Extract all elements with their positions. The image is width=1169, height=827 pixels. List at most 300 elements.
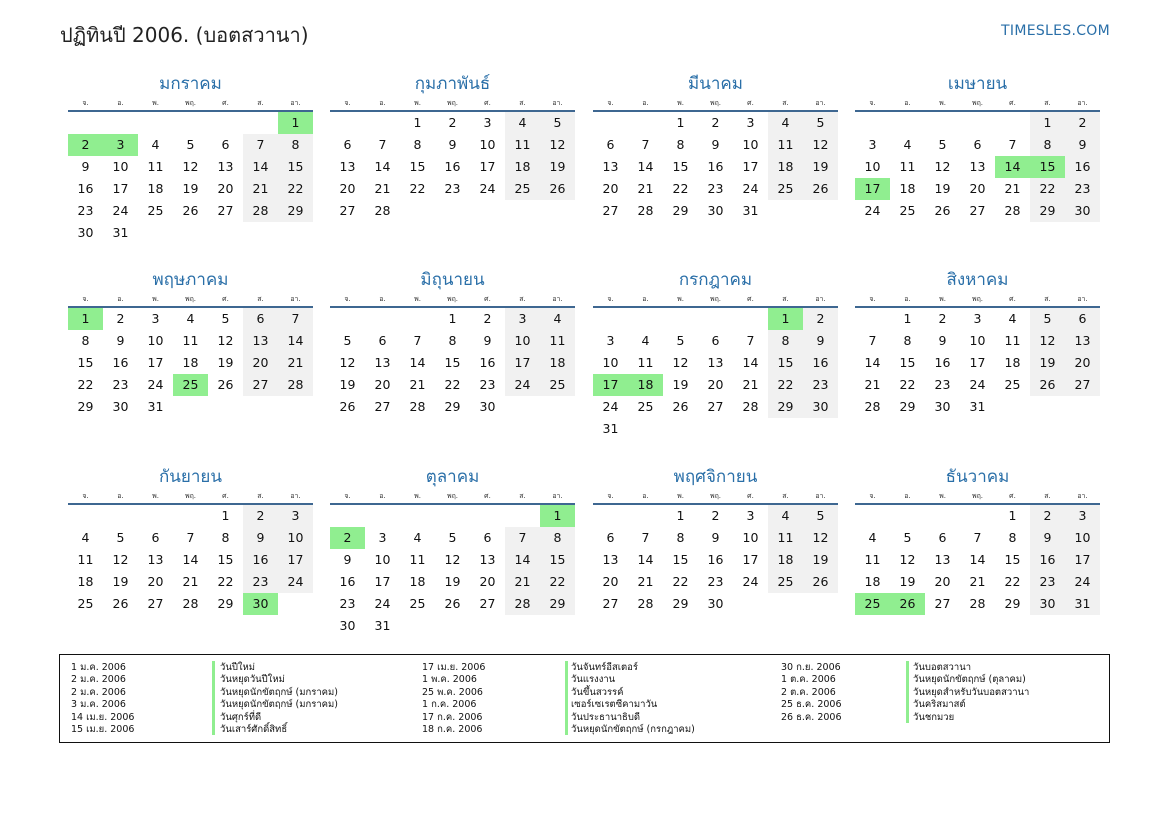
day-cell[interactable]: 1 (676, 508, 685, 523)
day-cell[interactable]: 19 (444, 574, 461, 589)
day-cell[interactable]: 17 (1065, 549, 1100, 571)
day-cell[interactable]: 22 (899, 377, 916, 392)
day-cell[interactable]: 31 (1065, 593, 1100, 615)
day-cell[interactable]: 23 (803, 374, 838, 396)
day-cell[interactable]: 4 (868, 530, 877, 545)
day-cell[interactable]: 2 (803, 308, 838, 330)
day-cell[interactable]: 21 (278, 352, 313, 374)
day-cell[interactable]: 18 (768, 156, 803, 178)
day-cell[interactable]: 12 (899, 552, 916, 567)
day-cell[interactable]: 1 (676, 115, 685, 130)
day-cell[interactable]: 6 (343, 137, 352, 152)
day-cell[interactable]: 6 (221, 137, 230, 152)
day-cell[interactable]: 27 (147, 596, 164, 611)
day-cell[interactable]: 17 (278, 549, 313, 571)
day-cell[interactable]: 4 (81, 530, 90, 545)
day-cell[interactable]: 12 (339, 355, 356, 370)
day-cell[interactable]: 23 (479, 377, 496, 392)
day-cell[interactable]: 3 (746, 115, 755, 130)
day-cell[interactable]: 15 (768, 352, 803, 374)
day-cell[interactable]: 11 (540, 330, 575, 352)
day-cell[interactable]: 6 (1065, 308, 1100, 330)
day-cell[interactable]: 29 (540, 593, 575, 615)
day-cell[interactable]: 16 (112, 355, 129, 370)
day-cell[interactable]: 7 (378, 137, 387, 152)
day-cell[interactable]: 23 (444, 181, 461, 196)
day-cell[interactable]: 26 (934, 203, 951, 218)
day-cell[interactable]: 24 (1065, 571, 1100, 593)
day-cell[interactable]: 28 (742, 399, 759, 414)
day-cell[interactable]: 14 (182, 552, 199, 567)
day-cell[interactable]: 11 (147, 159, 164, 174)
day-cell[interactable]: 29 (444, 399, 461, 414)
day-cell[interactable]: 24 (505, 374, 540, 396)
day-cell[interactable]: 6 (938, 530, 947, 545)
day-cell[interactable]: 30 (707, 203, 724, 218)
day-cell[interactable]: 11 (864, 552, 881, 567)
day-cell[interactable]: 21 (1004, 181, 1021, 196)
day-cell[interactable]: 3 (278, 505, 313, 527)
day-cell[interactable]: 23 (1030, 571, 1065, 593)
day-cell[interactable]: 27 (707, 399, 724, 414)
day-cell[interactable]: 25 (768, 178, 803, 200)
day-cell[interactable]: 16 (707, 552, 724, 567)
day-cell[interactable]: 18 (77, 574, 94, 589)
day-cell[interactable]: 9 (448, 137, 457, 152)
day-cell[interactable]: 24 (742, 574, 759, 589)
day-cell[interactable]: 25 (77, 596, 94, 611)
day-cell[interactable]: 23 (112, 377, 129, 392)
day-cell[interactable]: 28 (182, 596, 199, 611)
day-cell[interactable]: 13 (217, 159, 234, 174)
day-cell[interactable]: 12 (182, 159, 199, 174)
day-cell[interactable]: 20 (602, 574, 619, 589)
day-cell[interactable]: 21 (637, 181, 654, 196)
day-cell[interactable]: 24 (602, 399, 619, 414)
day-cell[interactable]: 20 (1065, 352, 1100, 374)
day-cell[interactable]: 3 (103, 134, 138, 156)
day-cell[interactable]: 27 (217, 203, 234, 218)
day-cell[interactable]: 18 (540, 352, 575, 374)
day-cell[interactable]: 2 (448, 115, 457, 130)
day-cell[interactable]: 24 (112, 203, 129, 218)
day-cell[interactable]: 2 (711, 508, 720, 523)
day-cell[interactable]: 17 (742, 552, 759, 567)
day-cell[interactable]: 4 (903, 137, 912, 152)
day-cell[interactable]: 8 (676, 530, 685, 545)
day-cell[interactable]: 24 (374, 596, 391, 611)
day-cell[interactable]: 19 (899, 574, 916, 589)
day-cell[interactable]: 17 (742, 159, 759, 174)
day-cell[interactable]: 26 (672, 399, 689, 414)
day-cell[interactable]: 10 (147, 333, 164, 348)
day-cell[interactable]: 17 (505, 352, 540, 374)
day-cell[interactable]: 30 (112, 399, 129, 414)
day-cell[interactable]: 15 (217, 552, 234, 567)
day-cell[interactable]: 12 (1030, 330, 1065, 352)
day-cell[interactable]: 6 (973, 137, 982, 152)
day-cell[interactable]: 5 (1030, 308, 1065, 330)
day-cell[interactable]: 22 (444, 377, 461, 392)
day-cell[interactable]: 7 (973, 530, 982, 545)
day-cell[interactable]: 1 (903, 311, 912, 326)
day-cell[interactable]: 10 (969, 333, 986, 348)
day-cell[interactable]: 15 (278, 156, 313, 178)
day-cell[interactable]: 2 (68, 134, 103, 156)
brand-link[interactable]: TIMESLES.COM (1001, 23, 1110, 39)
day-cell[interactable]: 8 (413, 137, 422, 152)
day-cell[interactable]: 28 (409, 399, 426, 414)
day-cell[interactable]: 9 (483, 333, 492, 348)
day-cell[interactable]: 29 (1004, 596, 1021, 611)
day-cell[interactable]: 26 (1030, 374, 1065, 396)
day-cell[interactable]: 25 (1004, 377, 1021, 392)
day-cell[interactable]: 27 (339, 203, 356, 218)
day-cell[interactable]: 8 (448, 333, 457, 348)
day-cell[interactable]: 14 (243, 156, 278, 178)
day-cell[interactable]: 24 (864, 203, 881, 218)
day-cell[interactable]: 1 (768, 308, 803, 330)
day-cell[interactable]: 21 (182, 574, 199, 589)
day-cell[interactable]: 27 (1065, 374, 1100, 396)
day-cell[interactable]: 29 (278, 200, 313, 222)
day-cell[interactable]: 6 (483, 530, 492, 545)
day-cell[interactable]: 13 (339, 159, 356, 174)
day-cell[interactable]: 13 (243, 330, 278, 352)
day-cell[interactable]: 2 (1030, 505, 1065, 527)
day-cell[interactable]: 4 (641, 333, 650, 348)
day-cell[interactable]: 5 (903, 530, 912, 545)
day-cell[interactable]: 7 (505, 527, 540, 549)
day-cell[interactable]: 6 (378, 333, 387, 348)
day-cell[interactable]: 7 (413, 333, 422, 348)
day-cell[interactable]: 24 (742, 181, 759, 196)
day-cell[interactable]: 15 (672, 159, 689, 174)
day-cell[interactable]: 28 (864, 399, 881, 414)
day-cell[interactable]: 28 (374, 203, 391, 218)
day-cell[interactable]: 2 (938, 311, 947, 326)
day-cell[interactable]: 30 (1030, 593, 1065, 615)
day-cell[interactable]: 8 (221, 530, 230, 545)
day-cell[interactable]: 25 (540, 374, 575, 396)
day-cell[interactable]: 18 (182, 355, 199, 370)
day-cell[interactable]: 21 (409, 377, 426, 392)
day-cell[interactable]: 1 (221, 508, 230, 523)
day-cell[interactable]: 21 (864, 377, 881, 392)
day-cell[interactable]: 13 (969, 159, 986, 174)
day-cell[interactable]: 9 (81, 159, 90, 174)
day-cell[interactable]: 8 (278, 134, 313, 156)
day-cell[interactable]: 3 (505, 308, 540, 330)
day-cell[interactable]: 25 (855, 593, 890, 615)
day-cell[interactable]: 1 (540, 505, 575, 527)
day-cell[interactable]: 13 (479, 552, 496, 567)
day-cell[interactable]: 23 (339, 596, 356, 611)
day-cell[interactable]: 3 (868, 137, 877, 152)
day-cell[interactable]: 16 (479, 355, 496, 370)
day-cell[interactable]: 3 (378, 530, 387, 545)
day-cell[interactable]: 14 (637, 552, 654, 567)
day-cell[interactable]: 20 (934, 574, 951, 589)
day-cell[interactable]: 22 (1030, 178, 1065, 200)
day-cell[interactable]: 28 (1004, 203, 1021, 218)
day-cell[interactable]: 25 (409, 596, 426, 611)
day-cell[interactable]: 20 (969, 181, 986, 196)
day-cell[interactable]: 18 (864, 574, 881, 589)
day-cell[interactable]: 26 (339, 399, 356, 414)
day-cell[interactable]: 26 (803, 178, 838, 200)
day-cell[interactable]: 27 (602, 203, 619, 218)
day-cell[interactable]: 2 (243, 505, 278, 527)
day-cell[interactable]: 6 (243, 308, 278, 330)
day-cell[interactable]: 12 (217, 333, 234, 348)
day-cell[interactable]: 14 (278, 330, 313, 352)
day-cell[interactable]: 5 (448, 530, 457, 545)
day-cell[interactable]: 3 (746, 508, 755, 523)
day-cell[interactable]: 12 (112, 552, 129, 567)
day-cell[interactable]: 20 (374, 377, 391, 392)
day-cell[interactable]: 31 (742, 203, 759, 218)
day-cell[interactable]: 11 (182, 333, 199, 348)
day-cell[interactable]: 19 (934, 181, 951, 196)
day-cell[interactable]: 2 (330, 527, 365, 549)
day-cell[interactable]: 20 (602, 181, 619, 196)
day-cell[interactable]: 2 (483, 311, 492, 326)
day-cell[interactable]: 26 (890, 593, 925, 615)
day-cell[interactable]: 31 (374, 618, 391, 633)
day-cell[interactable]: 7 (746, 333, 755, 348)
day-cell[interactable]: 31 (112, 225, 129, 240)
day-cell[interactable]: 3 (483, 115, 492, 130)
day-cell[interactable]: 28 (637, 596, 654, 611)
day-cell[interactable]: 10 (112, 159, 129, 174)
day-cell[interactable]: 2 (116, 311, 125, 326)
day-cell[interactable]: 23 (934, 377, 951, 392)
day-cell[interactable]: 31 (147, 399, 164, 414)
day-cell[interactable]: 13 (374, 355, 391, 370)
day-cell[interactable]: 14 (505, 549, 540, 571)
day-cell[interactable]: 18 (899, 181, 916, 196)
day-cell[interactable]: 25 (147, 203, 164, 218)
day-cell[interactable]: 10 (278, 527, 313, 549)
day-cell[interactable]: 14 (374, 159, 391, 174)
day-cell[interactable]: 6 (606, 137, 615, 152)
day-cell[interactable]: 27 (374, 399, 391, 414)
day-cell[interactable]: 16 (243, 549, 278, 571)
day-cell[interactable]: 28 (505, 593, 540, 615)
day-cell[interactable]: 3 (973, 311, 982, 326)
day-cell[interactable]: 19 (672, 377, 689, 392)
day-cell[interactable]: 23 (243, 571, 278, 593)
day-cell[interactable]: 18 (628, 374, 663, 396)
day-cell[interactable]: 15 (1004, 552, 1021, 567)
day-cell[interactable]: 26 (444, 596, 461, 611)
day-cell[interactable]: 21 (637, 574, 654, 589)
day-cell[interactable]: 17 (969, 355, 986, 370)
day-cell[interactable]: 7 (1008, 137, 1017, 152)
day-cell[interactable]: 21 (374, 181, 391, 196)
day-cell[interactable]: 5 (116, 530, 125, 545)
day-cell[interactable]: 12 (934, 159, 951, 174)
day-cell[interactable]: 14 (742, 355, 759, 370)
day-cell[interactable]: 10 (1065, 527, 1100, 549)
day-cell[interactable]: 1 (278, 112, 313, 134)
day-cell[interactable]: 16 (444, 159, 461, 174)
day-cell[interactable]: 14 (995, 156, 1030, 178)
day-cell[interactable]: 19 (182, 181, 199, 196)
day-cell[interactable]: 28 (243, 200, 278, 222)
day-cell[interactable]: 26 (540, 178, 575, 200)
day-cell[interactable]: 9 (803, 330, 838, 352)
day-cell[interactable]: 7 (278, 308, 313, 330)
day-cell[interactable]: 11 (637, 355, 654, 370)
day-cell[interactable]: 7 (868, 333, 877, 348)
day-cell[interactable]: 8 (81, 333, 90, 348)
day-cell[interactable]: 13 (602, 159, 619, 174)
day-cell[interactable]: 5 (540, 112, 575, 134)
day-cell[interactable]: 1 (413, 115, 422, 130)
day-cell[interactable]: 27 (243, 374, 278, 396)
day-cell[interactable]: 18 (505, 156, 540, 178)
day-cell[interactable]: 11 (505, 134, 540, 156)
day-cell[interactable]: 30 (77, 225, 94, 240)
day-cell[interactable]: 5 (676, 333, 685, 348)
day-cell[interactable]: 25 (505, 178, 540, 200)
day-cell[interactable]: 4 (413, 530, 422, 545)
day-cell[interactable]: 1 (1030, 112, 1065, 134)
day-cell[interactable]: 16 (707, 159, 724, 174)
day-cell[interactable]: 2 (711, 115, 720, 130)
day-cell[interactable]: 27 (969, 203, 986, 218)
day-cell[interactable]: 10 (742, 137, 759, 152)
day-cell[interactable]: 26 (112, 596, 129, 611)
day-cell[interactable]: 30 (803, 396, 838, 418)
day-cell[interactable]: 15 (672, 552, 689, 567)
day-cell[interactable]: 4 (1008, 311, 1017, 326)
day-cell[interactable]: 26 (182, 203, 199, 218)
day-cell[interactable]: 4 (768, 112, 803, 134)
day-cell[interactable]: 16 (1065, 156, 1100, 178)
day-cell[interactable]: 19 (339, 377, 356, 392)
day-cell[interactable]: 4 (505, 112, 540, 134)
day-cell[interactable]: 22 (540, 571, 575, 593)
day-cell[interactable]: 16 (803, 352, 838, 374)
day-cell[interactable]: 27 (479, 596, 496, 611)
day-cell[interactable]: 11 (899, 159, 916, 174)
day-cell[interactable]: 9 (1065, 134, 1100, 156)
day-cell[interactable]: 6 (711, 333, 720, 348)
day-cell[interactable]: 20 (707, 377, 724, 392)
day-cell[interactable]: 9 (343, 552, 352, 567)
day-cell[interactable]: 12 (803, 134, 838, 156)
day-cell[interactable]: 30 (339, 618, 356, 633)
day-cell[interactable]: 9 (711, 137, 720, 152)
day-cell[interactable]: 20 (147, 574, 164, 589)
day-cell[interactable]: 4 (540, 308, 575, 330)
day-cell[interactable]: 11 (77, 552, 94, 567)
day-cell[interactable]: 22 (1004, 574, 1021, 589)
day-cell[interactable]: 15 (1030, 156, 1065, 178)
day-cell[interactable]: 5 (186, 137, 195, 152)
day-cell[interactable]: 20 (217, 181, 234, 196)
day-cell[interactable]: 10 (479, 137, 496, 152)
day-cell[interactable]: 12 (803, 527, 838, 549)
day-cell[interactable]: 29 (672, 596, 689, 611)
day-cell[interactable]: 7 (243, 134, 278, 156)
day-cell[interactable]: 18 (409, 574, 426, 589)
day-cell[interactable]: 26 (217, 377, 234, 392)
day-cell[interactable]: 21 (243, 178, 278, 200)
day-cell[interactable]: 20 (243, 352, 278, 374)
day-cell[interactable]: 13 (602, 552, 619, 567)
day-cell[interactable]: 19 (112, 574, 129, 589)
day-cell[interactable]: 31 (602, 421, 619, 436)
day-cell[interactable]: 1 (448, 311, 457, 326)
day-cell[interactable]: 10 (374, 552, 391, 567)
day-cell[interactable]: 22 (672, 181, 689, 196)
day-cell[interactable]: 13 (1065, 330, 1100, 352)
day-cell[interactable]: 7 (641, 530, 650, 545)
day-cell[interactable]: 19 (803, 549, 838, 571)
day-cell[interactable]: 15 (899, 355, 916, 370)
day-cell[interactable]: 22 (768, 374, 803, 396)
day-cell[interactable]: 16 (77, 181, 94, 196)
day-cell[interactable]: 3 (606, 333, 615, 348)
day-cell[interactable]: 24 (278, 571, 313, 593)
day-cell[interactable]: 28 (969, 596, 986, 611)
day-cell[interactable]: 8 (768, 330, 803, 352)
day-cell[interactable]: 23 (1065, 178, 1100, 200)
day-cell[interactable]: 8 (1008, 530, 1017, 545)
day-cell[interactable]: 17 (147, 355, 164, 370)
day-cell[interactable]: 16 (339, 574, 356, 589)
day-cell[interactable]: 5 (221, 311, 230, 326)
day-cell[interactable]: 28 (637, 203, 654, 218)
day-cell[interactable]: 11 (768, 527, 803, 549)
day-cell[interactable]: 29 (899, 399, 916, 414)
day-cell[interactable]: 4 (186, 311, 195, 326)
day-cell[interactable]: 6 (151, 530, 160, 545)
day-cell[interactable]: 6 (606, 530, 615, 545)
day-cell[interactable]: 22 (672, 574, 689, 589)
day-cell[interactable]: 15 (444, 355, 461, 370)
day-cell[interactable]: 17 (855, 178, 890, 200)
day-cell[interactable]: 5 (803, 505, 838, 527)
day-cell[interactable]: 15 (409, 159, 426, 174)
day-cell[interactable]: 4 (768, 505, 803, 527)
day-cell[interactable]: 17 (112, 181, 129, 196)
day-cell[interactable]: 9 (938, 333, 947, 348)
day-cell[interactable]: 24 (969, 377, 986, 392)
day-cell[interactable]: 30 (243, 593, 278, 615)
day-cell[interactable]: 10 (864, 159, 881, 174)
day-cell[interactable]: 22 (278, 178, 313, 200)
day-cell[interactable]: 16 (934, 355, 951, 370)
day-cell[interactable]: 8 (540, 527, 575, 549)
day-cell[interactable]: 23 (77, 203, 94, 218)
day-cell[interactable]: 4 (151, 137, 160, 152)
day-cell[interactable]: 1 (68, 308, 103, 330)
day-cell[interactable]: 7 (186, 530, 195, 545)
day-cell[interactable]: 10 (505, 330, 540, 352)
day-cell[interactable]: 8 (676, 137, 685, 152)
day-cell[interactable]: 17 (479, 159, 496, 174)
day-cell[interactable]: 23 (707, 181, 724, 196)
day-cell[interactable]: 10 (602, 355, 619, 370)
day-cell[interactable]: 31 (969, 399, 986, 414)
day-cell[interactable]: 16 (1030, 549, 1065, 571)
day-cell[interactable]: 14 (969, 552, 986, 567)
